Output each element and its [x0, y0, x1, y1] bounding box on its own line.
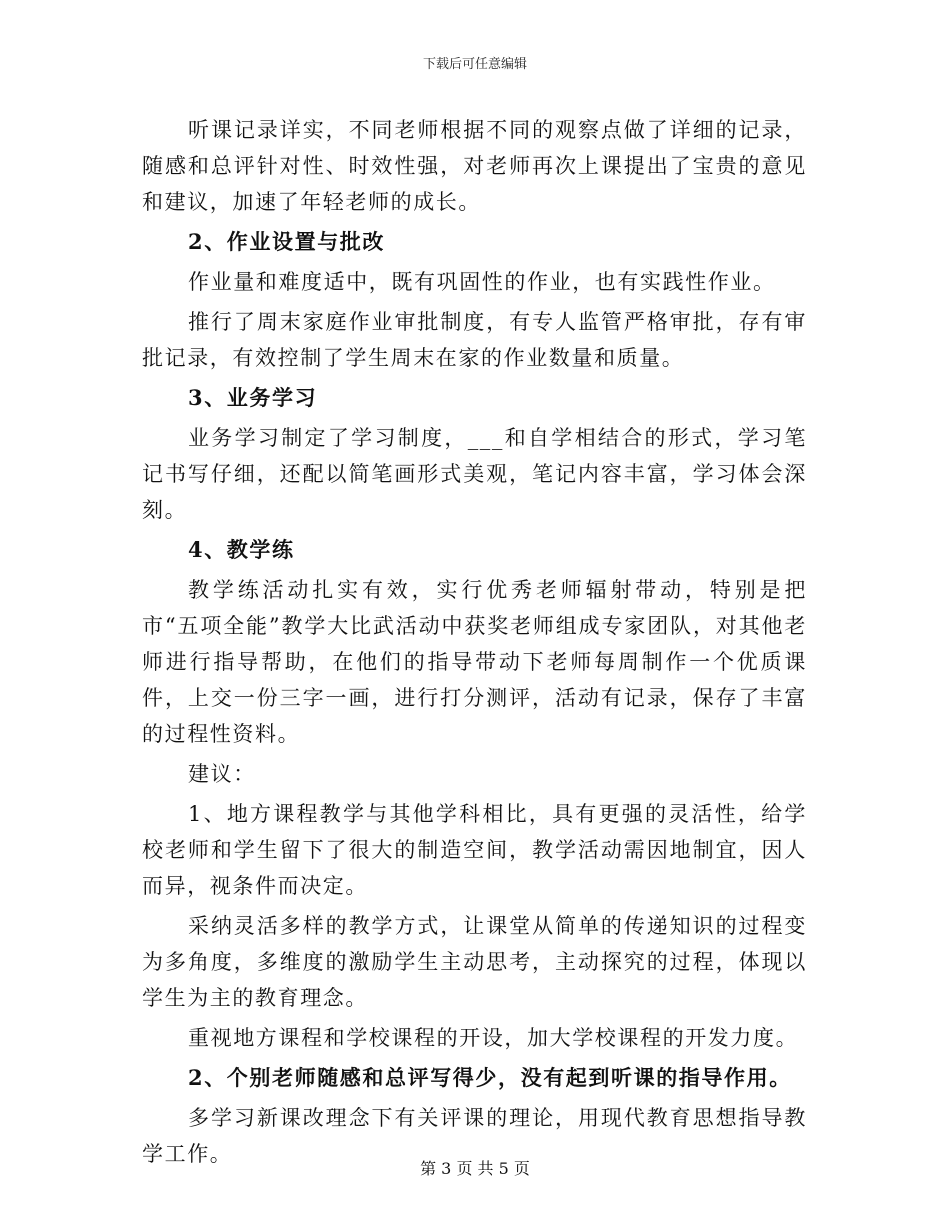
page-number: 第 3 页 共 5 页	[420, 1159, 530, 1178]
heading-teaching-practice: 4、教学练	[188, 537, 295, 562]
paragraph-school-curriculum: 重视地方课程和学校课程的开设，加大学校课程的开发力度。	[188, 1026, 799, 1050]
paragraph-teaching-methods: 采纳灵活多样的教学方式，让课堂从简单的传递知识的过程变为多角度，多维度的激励学生主动思考，主动探究的过程，体现以学生为主的教育理念。	[142, 914, 807, 1010]
paragraph-homework-approval: 推行了周末家庭作业审批制度，有专人监管严格审批，存有审批记录，有效控制了学生周末在家的作业数量和质量。	[142, 310, 807, 370]
paragraph-homework-amount: 作业量和难度适中，既有巩固性的作业，也有实践性作业。	[188, 270, 776, 294]
paragraph-evaluation-theory: 多学习新课改理念下有关评课的理论，用现代教育思想指导教学工作。	[142, 1106, 807, 1166]
paragraph-suggestions-label: 建议：	[188, 762, 256, 786]
paragraph-lesson-records: 听课记录详实，不同老师根据不同的观察点做了详细的记录，随感和总评针对性、时效性强，对老师再次上课提出了宝贵的意见和建议，加速了年轻老师的成长。	[142, 118, 807, 214]
paragraph-local-curriculum: 1、地方课程教学与其他学科相比，具有更强的灵活性，给学校老师和学生留下了很大的制造空间，教学活动需因地制宜，因人而异，视条件而决定。	[142, 802, 807, 898]
paragraph-teaching-practice: 教学练活动扎实有效，实行优秀老师辐射带动，特别是把市“五项全能”教学大比武活动中获奖老师组成专家团队，对其他老师进行指导帮助，在他们的指导带动下老师每周制作一个优质课件，上交一份三字一画，进行打分测评，活动有记录，保存了丰富的过程性资料。	[142, 578, 807, 746]
document-body	[142, 110, 807, 1174]
heading-homework: 2、作业设置与批改	[188, 229, 386, 254]
paragraph-business-study: 业务学习制定了学习制度，___和自学相结合的形式，学习笔记书写仔细，还配以简笔画形式美观，笔记内容丰富，学习体会深刻。	[142, 426, 807, 522]
heading-teacher-notes: 2、个别老师随感和总评写得少，没有起到听课的指导作用。	[188, 1065, 792, 1090]
heading-business-study: 3、业务学习	[188, 385, 318, 410]
header-note: 下载后可任意编辑	[422, 57, 527, 72]
